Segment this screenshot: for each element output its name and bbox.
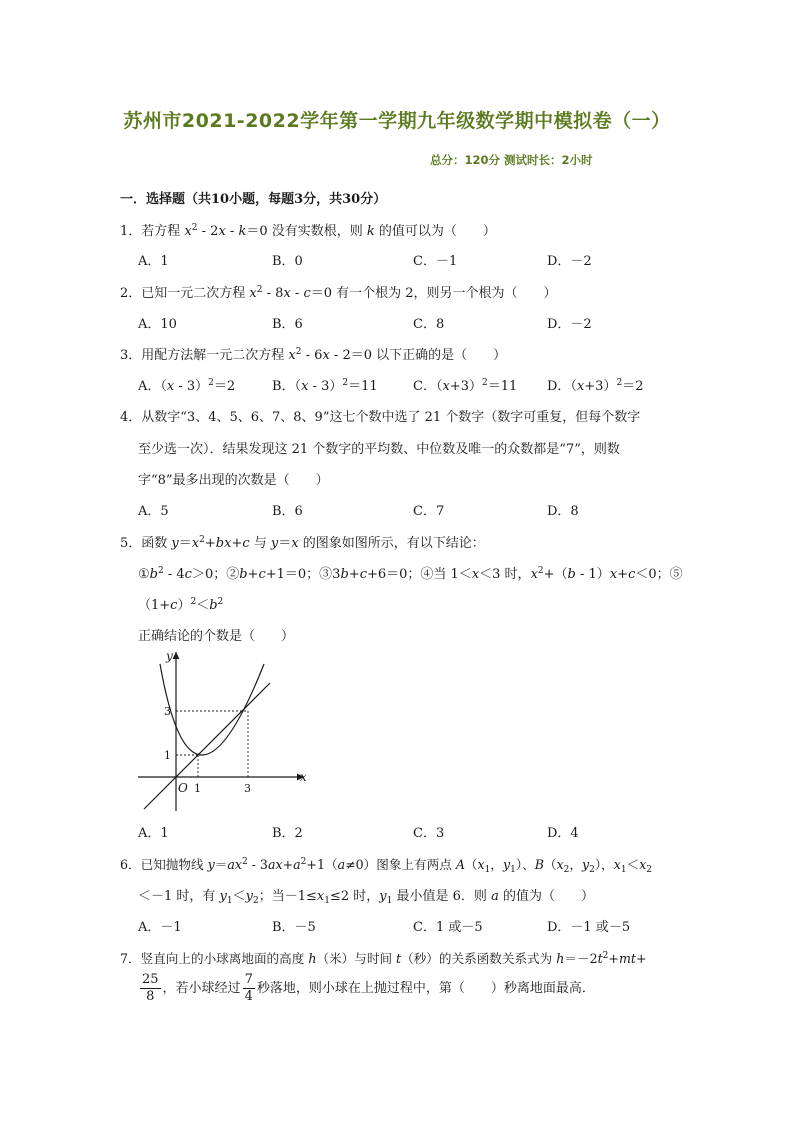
q6-option-a: A．－1 [138, 920, 182, 935]
q1-option-d: D．－2 [547, 254, 592, 269]
q5-option-d: D．4 [547, 826, 579, 841]
page-title: 苏州市2021-2022学年第一学期九年级数学期中模拟卷（一） [123, 110, 671, 132]
q6-option-c: C．1 或－5 [413, 920, 483, 935]
section-heading: 一．选择题（共10小题，每题3分，共30分） [120, 192, 387, 207]
q2-option-a: A．10 [138, 317, 177, 332]
question-4-line-2: 至少选一次）．结果发现这 21 个数字的平均数、中位数及唯一的众数都是“7”，则数 [138, 442, 620, 457]
question-3: 3．用配方法解一元二次方程 $x^2 - 6x - 2=0$ 以下正确的是（ ） [120, 347, 507, 363]
question-1: 1．若方程 $x^2 - 2x - k=0$ 没有实数根，则 k 的值可以为（ ） [120, 223, 496, 239]
q6-option-b: B．－5 [272, 920, 316, 935]
q1-option-a: A．1 [138, 254, 169, 269]
question-2: 2．已知一元二次方程 $x^2 - 8x - c=0$ 有一个根为 2，则另一个根为（ ） [120, 285, 557, 301]
origin-label: O [178, 781, 188, 795]
q5-option-a: A．1 [138, 826, 169, 841]
x-tick-1: 1 [194, 782, 201, 795]
q1-option-c: C．－1 [413, 254, 458, 269]
q3-option-a: A．（x - 3）$^2$＝2 [138, 378, 236, 394]
q4-option-c: C．7 [413, 504, 445, 519]
y-axis-label: y [166, 649, 173, 663]
question-4-line-3: 字“8”最多出现的次数是（ ） [138, 473, 329, 488]
q2-option-c: C．8 [413, 317, 445, 332]
fraction-25-8: $\frac{25}{8}$ [142, 972, 159, 1004]
question-5-line-1: 5．函数 $y=x^2+bx+c$ 与 y＝x 的图象如图所示，有以下结论： [120, 535, 485, 551]
q4-option-b: B．6 [272, 504, 303, 519]
q3-option-b: B．（x - 3）$^2$＝11 [272, 378, 378, 394]
fraction-7-4: $\frac{7}{4}$ [244, 972, 253, 1004]
question-6-line-1: 6．已知抛物线 $y=ax^2 - 3ax+a^2+1(a\ne 0)$图象上有两点 $A(x_1$，$y_1$）、$B(x_2$，$y_2$），$x_1<x_2$ [120, 857, 653, 875]
q4-option-d: D．8 [547, 504, 579, 519]
function-graph [132, 646, 312, 816]
x-tick-3: 3 [244, 782, 251, 795]
line-y-equals-x [144, 683, 270, 809]
question-5-line-3: $(1+c)^2<b^2$ [138, 597, 224, 613]
q3-option-d: D．$(x+3)^2=2$ [547, 378, 644, 394]
question-7-line-1: 7．竖直向上的小球离地面的高度 h（米）与时间 t（秒）的关系函数关系式为 $h=-2t^2+mt+$ [120, 951, 647, 966]
q5-option-c: C．3 [413, 826, 445, 841]
question-5-line-2: $①b^2 - 4c>0$；②b+c+1＝0；③3b+c+6＝0；④当 1＜x＜3 时，$x^2+(b - 1)x+c<0$；⑤ [138, 566, 683, 582]
q6-option-d: D．－1 或－5 [547, 920, 631, 935]
q3-option-c: C．$(x+3)^2=11$ [413, 378, 518, 394]
exam-meta: 总分：120分 测试时长：2小时 [430, 153, 593, 167]
question-7-line-2: $\frac{25}{8}$ ，若小球经过 $\frac{7}{4}$ 秒落地，则小球在上抛过程中，第（ ）秒离地面最高． [142, 972, 595, 1004]
question-5-prompt: 正确结论的个数是（ ） [138, 629, 295, 644]
q2-option-d: D．－2 [547, 317, 592, 332]
y-axis-arrow [173, 652, 180, 659]
q1-option-b: B．0 [272, 254, 303, 269]
question-4-line-1: 4．从数字“3、4、5、6、7、8、9”这七个数中选了 21 个数字（数字可重复，但每个数字 [120, 410, 641, 425]
q2-option-b: B．6 [272, 317, 303, 332]
y-tick-1: 1 [164, 749, 171, 762]
x-axis-label: x [300, 770, 307, 784]
question-6-line-2: ＜－1 时，有 $y_1<y_2$；当$-1\le x_1\le 2$ 时，$y_1$ 最小值是 6．则 a 的值为（ ） [138, 889, 594, 906]
q5-option-b: B．2 [272, 826, 303, 841]
q4-option-a: A．5 [138, 504, 169, 519]
y-tick-3: 3 [164, 705, 171, 718]
